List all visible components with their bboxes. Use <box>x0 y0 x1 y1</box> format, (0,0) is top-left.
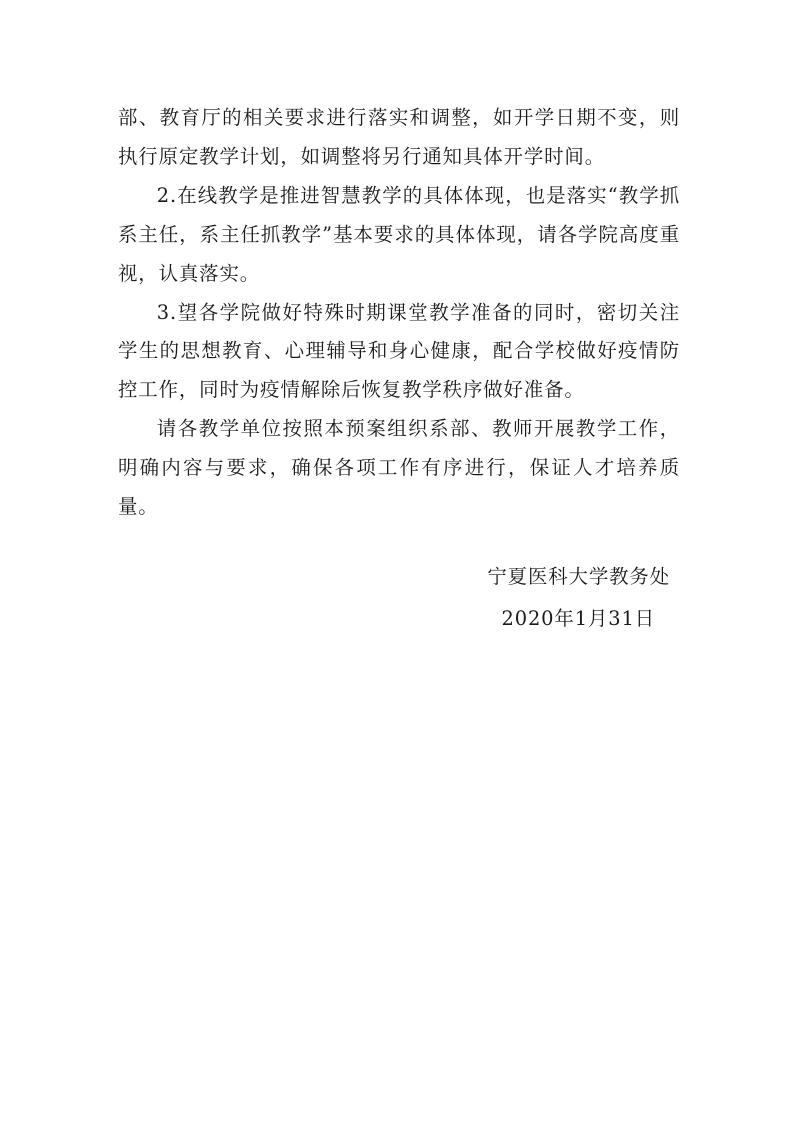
text-line: 行原定教学计划，如调整将另行通知具体开学时间。 <box>138 144 605 168</box>
text-line: 3.望各学院做好特殊时期课堂教学准备的同时，密切关注学 <box>118 300 680 363</box>
text-line: 2.在线教学是推进智慧教学的具体体现，也是落实“教学抓 <box>156 183 680 207</box>
paragraph-item-2 <box>118 177 680 294</box>
text-line: 部、教育厅的相关要求进行落实和调整，如开学日期不变，则执 <box>118 106 680 168</box>
text-line: 确内容与要求，确保各项工作有序进行，保证人才培养质量。 <box>118 456 680 519</box>
text-line: 请各教学单位按照本预案组织系部、教师开展教学工作，明 <box>118 417 680 480</box>
document-body <box>118 99 680 527</box>
signature-organization: 宁夏医科大学教务处 <box>487 565 670 588</box>
paragraph-closing <box>118 410 680 527</box>
paragraph-item-3 <box>118 294 680 411</box>
signature-date: 2020年1月31日 <box>501 607 655 630</box>
text-line: 作，同时为疫情解除后恢复教学秩序做好准备。 <box>158 378 585 402</box>
text-line: 生的思想教育、心理辅导和身心健康，配合学校做好疫情防控工 <box>118 339 680 402</box>
text-line: 系主任，系主任抓教学”基本要求的具体体现，请各学院高度重 <box>118 222 680 246</box>
paragraph-continuation <box>118 99 680 177</box>
text-line: 视，认真落实。 <box>118 261 261 285</box>
